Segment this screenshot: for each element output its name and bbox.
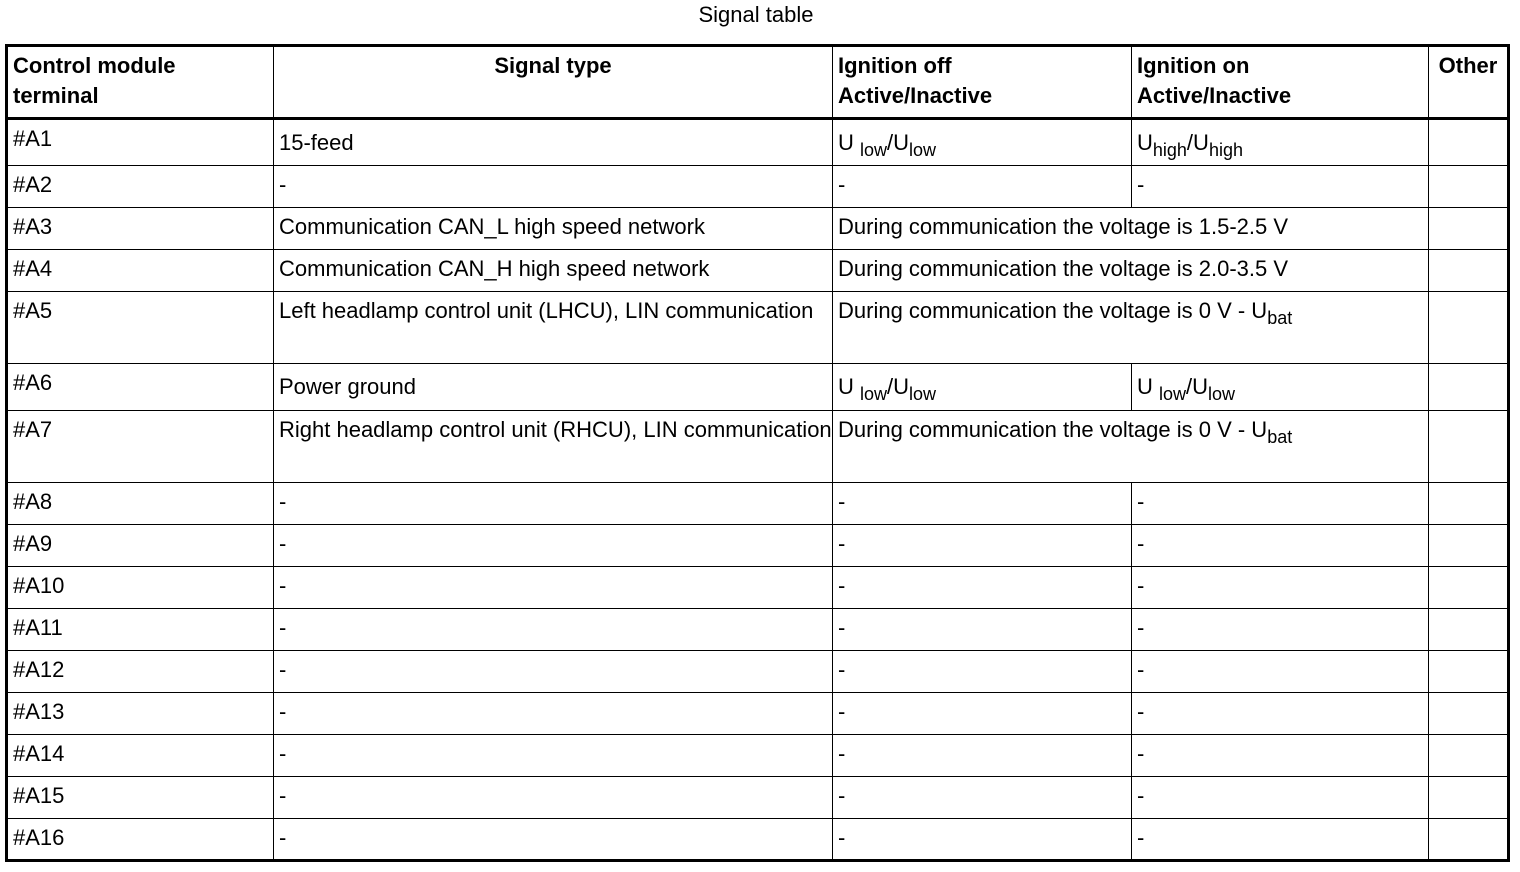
cell-signal-type: - <box>274 609 833 651</box>
cell-ignition-off: - <box>833 483 1132 525</box>
cell-signal-type: - <box>274 166 833 208</box>
separator: / <box>887 374 894 399</box>
cell-ignition-on <box>1132 119 1429 166</box>
span-text: During communication the voltage is 0 V - U <box>838 417 1268 442</box>
cell-ignition-off: - <box>833 777 1132 819</box>
subscript-low: low <box>860 140 888 160</box>
cell-ignition-off: - <box>833 567 1132 609</box>
table-title: Signal table <box>698 2 814 27</box>
subscript-low: low <box>1159 384 1187 404</box>
cell-ignition-on: - <box>1132 567 1429 609</box>
cell-ignition-span: During communication the voltage is 1.5-2.5 V <box>833 208 1429 250</box>
cell-ignition-on: - <box>1132 525 1429 567</box>
cell-other <box>1429 819 1509 861</box>
cell-terminal: #A16 <box>7 819 274 861</box>
header-terminal <box>7 46 274 119</box>
voltage-symbol: U <box>1137 130 1153 155</box>
table-row <box>7 119 1509 166</box>
table-row <box>7 777 1509 819</box>
cell-other <box>1429 777 1509 819</box>
table-row <box>7 819 1509 861</box>
signal-table <box>5 44 1510 862</box>
cell-other <box>1429 208 1509 250</box>
cell-ignition-off <box>833 364 1132 411</box>
table-row <box>7 166 1509 208</box>
cell-signal-type: - <box>274 525 833 567</box>
voltage-symbol: U <box>838 374 854 399</box>
subscript-high: high <box>1208 140 1243 160</box>
cell-terminal: #A4 <box>7 250 274 292</box>
cell-other <box>1429 525 1509 567</box>
cell-terminal: #A7 <box>7 411 274 483</box>
subscript-low: low <box>909 384 937 404</box>
cell-ignition-on: - <box>1132 651 1429 693</box>
cell-ignition-on <box>1132 364 1429 411</box>
cell-other <box>1429 250 1509 292</box>
table-row <box>7 651 1509 693</box>
table-row <box>7 735 1509 777</box>
header-ignition-off-line2: Active/Inactive <box>838 83 993 108</box>
cell-ignition-off: - <box>833 819 1132 861</box>
cell-ignition-on: - <box>1132 483 1429 525</box>
cell-other <box>1429 693 1509 735</box>
cell-other <box>1429 119 1509 166</box>
table-row <box>7 208 1509 250</box>
subscript-low: low <box>1208 384 1236 404</box>
cell-terminal: #A2 <box>7 166 274 208</box>
header-terminal-line1: Control module <box>13 53 176 78</box>
cell-signal-type: Communication CAN_H high speed network <box>274 250 833 292</box>
cell-terminal: #A13 <box>7 693 274 735</box>
cell-ignition-on: - <box>1132 819 1429 861</box>
cell-ignition-off <box>833 119 1132 166</box>
cell-terminal: #A5 <box>7 292 274 364</box>
header-terminal-line2: terminal <box>13 83 99 108</box>
header-row <box>7 46 1509 119</box>
cell-terminal: #A6 <box>7 364 274 411</box>
header-ignition-on-line2: Active/Inactive <box>1137 83 1292 108</box>
cell-signal-type: Right headlamp control unit (RHCU), LIN communication <box>274 411 833 483</box>
voltage-symbol: U <box>893 130 910 155</box>
cell-ignition-off: - <box>833 651 1132 693</box>
cell-terminal: #A12 <box>7 651 274 693</box>
subscript-low: low <box>860 384 888 404</box>
cell-signal-type: Left headlamp control unit (LHCU), LIN communication <box>274 292 833 364</box>
cell-other <box>1429 651 1509 693</box>
table-row <box>7 250 1509 292</box>
cell-ignition-span: During communication the voltage is 2.0-3.5 V <box>833 250 1429 292</box>
cell-signal-type: - <box>274 693 833 735</box>
voltage-symbol: U <box>1137 374 1153 399</box>
cell-ignition-span <box>833 292 1429 364</box>
cell-ignition-on: - <box>1132 777 1429 819</box>
cell-ignition-on: - <box>1132 693 1429 735</box>
cell-ignition-on: - <box>1132 735 1429 777</box>
header-ignition-on-line1: Ignition on <box>1137 53 1250 78</box>
subscript-low: low <box>909 140 937 160</box>
cell-ignition-span <box>833 411 1429 483</box>
table-row <box>7 693 1509 735</box>
span-text: During communication the voltage is 0 V - U <box>838 298 1268 323</box>
cell-ignition-off: - <box>833 735 1132 777</box>
table-row <box>7 292 1509 364</box>
cell-terminal: #A11 <box>7 609 274 651</box>
header-ignition-off <box>833 46 1132 119</box>
header-ignition-on <box>1132 46 1429 119</box>
cell-other <box>1429 609 1509 651</box>
voltage-symbol: U <box>1193 130 1209 155</box>
header-signal-type: Signal type <box>274 46 833 119</box>
cell-other <box>1429 411 1509 483</box>
cell-signal-type: - <box>274 483 833 525</box>
table-row <box>7 567 1509 609</box>
cell-signal-type: Communication CAN_L high speed network <box>274 208 833 250</box>
cell-terminal: #A15 <box>7 777 274 819</box>
cell-ignition-off: - <box>833 693 1132 735</box>
cell-signal-type: - <box>274 777 833 819</box>
header-ignition-off-line1: Ignition off <box>838 53 952 78</box>
table-row <box>7 364 1509 411</box>
subscript-bat: bat <box>1267 427 1293 447</box>
cell-ignition-on: - <box>1132 166 1429 208</box>
cell-ignition-off: - <box>833 525 1132 567</box>
cell-terminal: #A9 <box>7 525 274 567</box>
cell-terminal: #A14 <box>7 735 274 777</box>
cell-signal-type: 15-feed <box>274 119 833 166</box>
cell-signal-type: - <box>274 567 833 609</box>
cell-other <box>1429 292 1509 364</box>
table-row <box>7 483 1509 525</box>
cell-signal-type: - <box>274 735 833 777</box>
cell-other <box>1429 364 1509 411</box>
cell-other <box>1429 166 1509 208</box>
voltage-symbol: U <box>1192 374 1209 399</box>
cell-terminal: #A3 <box>7 208 274 250</box>
separator: / <box>887 130 894 155</box>
cell-other <box>1429 567 1509 609</box>
subscript-bat: bat <box>1267 308 1293 328</box>
subscript-high: high <box>1152 140 1187 160</box>
header-other: Other <box>1429 46 1509 119</box>
cell-signal-type: Power ground <box>274 364 833 411</box>
table-row <box>7 525 1509 567</box>
cell-other <box>1429 483 1509 525</box>
cell-ignition-on: - <box>1132 609 1429 651</box>
cell-signal-type: - <box>274 819 833 861</box>
cell-ignition-off: - <box>833 609 1132 651</box>
cell-other <box>1429 735 1509 777</box>
separator: / <box>1186 130 1194 155</box>
cell-ignition-off: - <box>833 166 1132 208</box>
voltage-symbol: U <box>893 374 910 399</box>
separator: / <box>1186 374 1193 399</box>
table-row <box>7 411 1509 483</box>
cell-terminal: #A1 <box>7 119 274 166</box>
voltage-symbol: U <box>838 130 854 155</box>
cell-signal-type: - <box>274 651 833 693</box>
cell-terminal: #A10 <box>7 567 274 609</box>
cell-terminal: #A8 <box>7 483 274 525</box>
table-row <box>7 609 1509 651</box>
